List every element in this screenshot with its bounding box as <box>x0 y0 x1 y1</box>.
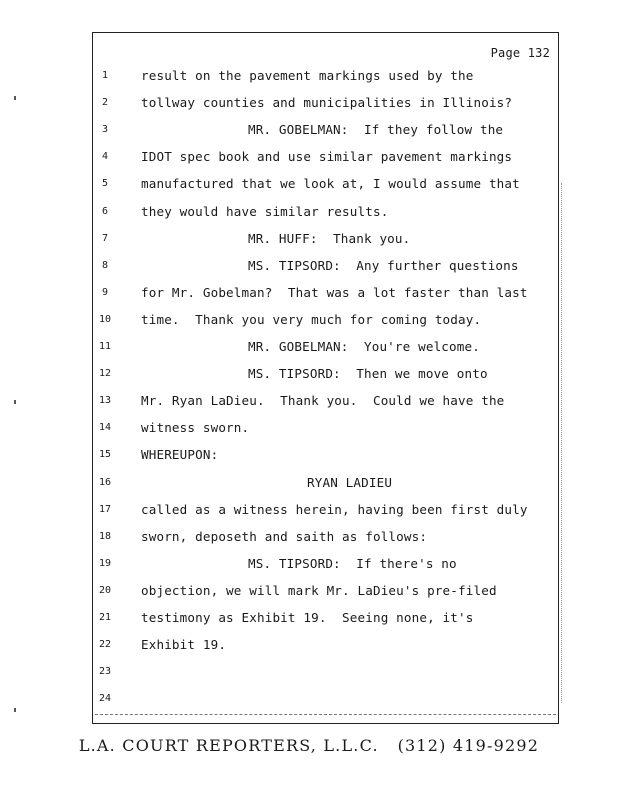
line-text: MS. TIPSORD: If there's no <box>248 555 457 571</box>
line-text: for Mr. Gobelman? That was a lot faster than last <box>141 284 528 300</box>
line-number: 2 <box>101 97 109 109</box>
page-number: Page 132 <box>490 46 550 60</box>
transcript-line <box>93 583 558 610</box>
transcript-line <box>93 285 558 312</box>
line-text: RYAN LADIEU <box>307 474 393 490</box>
line-text: MS. TIPSORD: Then we move onto <box>248 366 488 382</box>
transcript-line <box>93 529 558 556</box>
transcript-line <box>93 149 558 176</box>
transcript-line <box>93 68 558 95</box>
transcript-line <box>93 664 558 691</box>
line-text: tollway counties and municipalities in Illinois? <box>141 95 513 111</box>
transcript-line <box>93 204 558 231</box>
line-number: 22 <box>98 639 112 651</box>
line-text: manufactured that we look at, I would assume that <box>141 176 520 192</box>
line-text: MS. TIPSORD: Any further questions <box>248 257 519 273</box>
line-number: 13 <box>98 395 112 407</box>
line-number: 12 <box>98 368 112 380</box>
line-number: 18 <box>98 530 112 542</box>
transcript-line <box>93 95 558 122</box>
transcript-line <box>93 637 558 664</box>
line-text: time. Thank you very much for coming today. <box>141 311 482 327</box>
transcript-line <box>93 258 558 285</box>
transcript-line <box>93 610 558 637</box>
line-number: 1 <box>101 70 109 81</box>
line-number: 6 <box>101 205 109 217</box>
line-number: 3 <box>101 124 109 136</box>
scan-margin-mark <box>14 400 16 404</box>
bottom-rule <box>95 714 556 715</box>
line-number: 20 <box>98 584 112 596</box>
transcript-line <box>93 366 558 393</box>
line-text: WHEREUPON: <box>141 447 219 463</box>
transcript-line <box>93 447 558 474</box>
line-number: 7 <box>101 232 109 244</box>
line-text: MR. GOBELMAN: If they follow the <box>248 122 504 138</box>
line-text: IDOT spec book and use similar pavement markings <box>141 149 513 165</box>
line-text: testimony as Exhibit 19. Seeing none, it's <box>141 610 474 625</box>
line-text: objection, we will mark Mr. LaDieu's pre-filed <box>141 582 497 598</box>
line-text: called as a witness herein, having been first duly <box>141 501 528 517</box>
line-number: 10 <box>98 313 112 325</box>
line-number: 24 <box>98 693 112 705</box>
line-number: 5 <box>101 178 109 190</box>
line-text: result on the pavement markings used by the <box>141 68 474 83</box>
transcript-line <box>93 122 558 149</box>
transcript-line <box>93 312 558 339</box>
court-reporter-footer: L.A. COURT REPORTERS, L.L.C. (312) 419-9292 <box>78 736 540 755</box>
line-number: 11 <box>98 341 112 352</box>
scan-margin-mark <box>14 708 16 712</box>
line-number: 16 <box>98 476 112 488</box>
line-text: Mr. Ryan LaDieu. Thank you. Could we have the <box>141 393 505 409</box>
scan-margin-mark <box>14 96 16 100</box>
line-number: 14 <box>98 422 112 434</box>
transcript-page <box>92 32 559 724</box>
scan-edge-noise <box>561 183 564 703</box>
line-number: 15 <box>98 449 112 461</box>
line-text: sworn, deposeth and saith as follows: <box>141 528 428 544</box>
line-text: MR. HUFF: Thank you. <box>248 230 411 246</box>
line-number: 19 <box>98 557 112 569</box>
line-number: 21 <box>98 612 112 623</box>
transcript-line <box>93 420 558 447</box>
line-text: MR. GOBELMAN: You're welcome. <box>248 339 480 354</box>
transcript-line <box>93 339 558 366</box>
line-text: Exhibit 19. <box>141 637 227 653</box>
transcript-line <box>93 231 558 258</box>
line-text: they would have similar results. <box>141 203 389 219</box>
line-number: 4 <box>101 151 109 163</box>
transcript-line <box>93 502 558 529</box>
transcript-line <box>93 176 558 203</box>
line-text: witness sworn. <box>141 420 250 436</box>
line-number: 17 <box>98 503 112 515</box>
transcript-line <box>93 556 558 583</box>
line-number: 8 <box>101 259 109 271</box>
line-number: 9 <box>101 286 109 298</box>
transcript-line <box>93 393 558 420</box>
transcript-line <box>93 475 558 502</box>
line-number: 23 <box>98 666 112 678</box>
